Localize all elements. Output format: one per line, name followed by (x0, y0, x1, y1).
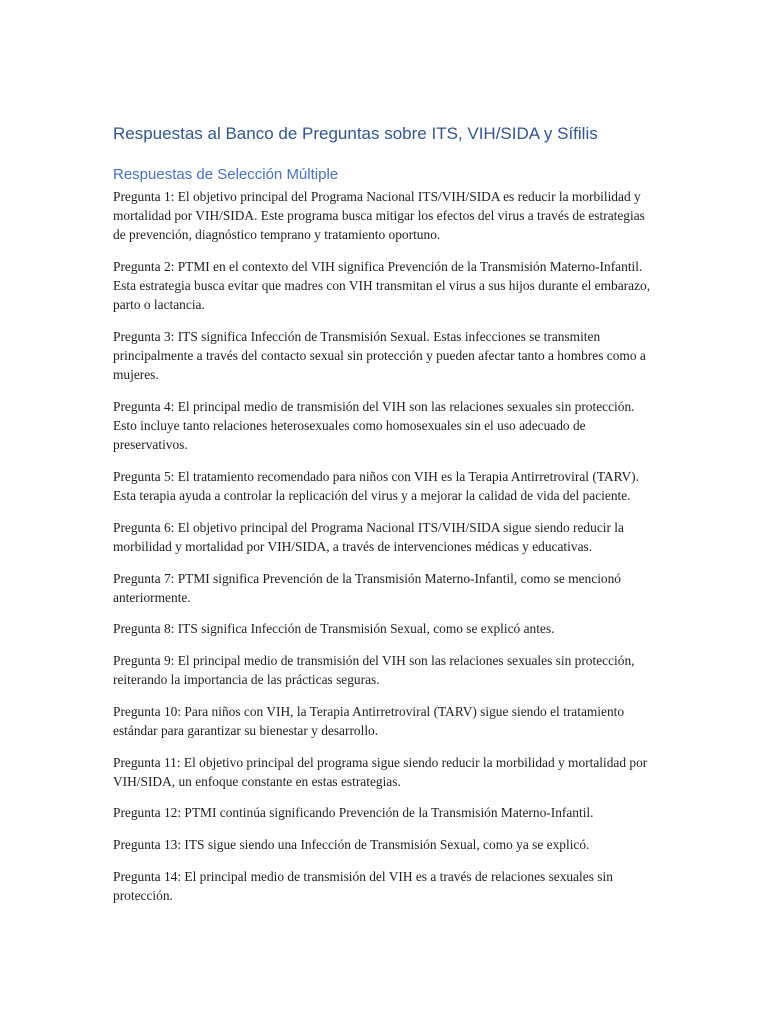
answer-paragraph: Pregunta 1: El objetivo principal del Programa Nacional ITS/VIH/SIDA es reducir la morbilidad y mortalidad por VIH/SIDA. Este programa busca mitigar los efectos del virus a través de estrategias de prevención, diagnóstico temprano y tratamiento oportuno. (113, 189, 645, 243)
answer-paragraph: Pregunta 10: Para niños con VIH, la Terapia Antirretroviral (TARV) sigue siendo el tratamiento estándar para garantizar su bienestar y desarrollo. (113, 703, 625, 738)
answer-paragraph: Pregunta 6: El objetivo principal del Programa Nacional ITS/VIH/SIDA sigue siendo reducir la morbilidad y mortalidad por VIH/SIDA, a través de intervenciones médicas y educativas. (113, 519, 624, 554)
answer-paragraph: Pregunta 11: El objetivo principal del programa sigue siendo reducir la morbilidad y mortalidad por VIH/SIDA, un enfoque constante en estas estrategias. (113, 754, 648, 789)
answer-list (113, 187, 653, 905)
section-title: Respuestas de Selección Múltiple (113, 166, 339, 183)
document-title: Respuestas al Banco de Preguntas sobre ITS, VIH/SIDA y Sífilis (113, 124, 598, 143)
answer-paragraph: Pregunta 9: El principal medio de transmisión del VIH son las relaciones sexuales sin protección, reiterando la importancia de las prácticas seguras. (113, 652, 635, 688)
answer-paragraph: Pregunta 7: PTMI significa Prevención de la Transmisión Materno-Infantil, como se mencionó anteriormente. (113, 570, 622, 605)
document-content (113, 123, 653, 917)
answer-paragraph: Pregunta 12: PTMI continúa significando Prevención de la Transmisión Materno-Infantil. (113, 805, 594, 821)
answer-paragraph: Pregunta 3: ITS significa Infección de Transmisión Sexual. Estas infecciones se transmiten principalmente a través del contacto sexual sin protección y pueden afectar tanto a hombres como a mujeres. (113, 329, 646, 383)
answer-paragraph: Pregunta 4: El principal medio de transmisión del VIH son las relaciones sexuales sin protección. Esto incluye tanto relaciones heterosexuales como homosexuales sin el uso adecuado de preservativos. (113, 399, 635, 453)
answer-paragraph: Pregunta 13: ITS sigue siendo una Infección de Transmisión Sexual, como ya se explicó. (113, 836, 590, 852)
answer-paragraph: Pregunta 8: ITS significa Infección de Transmisión Sexual, como se explicó antes. (113, 621, 555, 637)
answer-paragraph: Pregunta 5: El tratamiento recomendado para niños con VIH es la Terapia Antirretroviral (TARV). Esta terapia ayuda a controlar la replicación del virus y a mejorar la calidad de vida del paciente. (113, 469, 639, 504)
answer-paragraph: Pregunta 14: El principal medio de transmisión del VIH es a través de relaciones sexuales sin protección. (113, 868, 613, 903)
answer-paragraph: Pregunta 2: PTMI en el contexto del VIH significa Prevención de la Transmisión Materno-Infantil. Esta estrategia busca evitar que madres con VIH transmitan el virus a sus hijos durante el embarazo, parto o lactancia. (113, 259, 651, 313)
